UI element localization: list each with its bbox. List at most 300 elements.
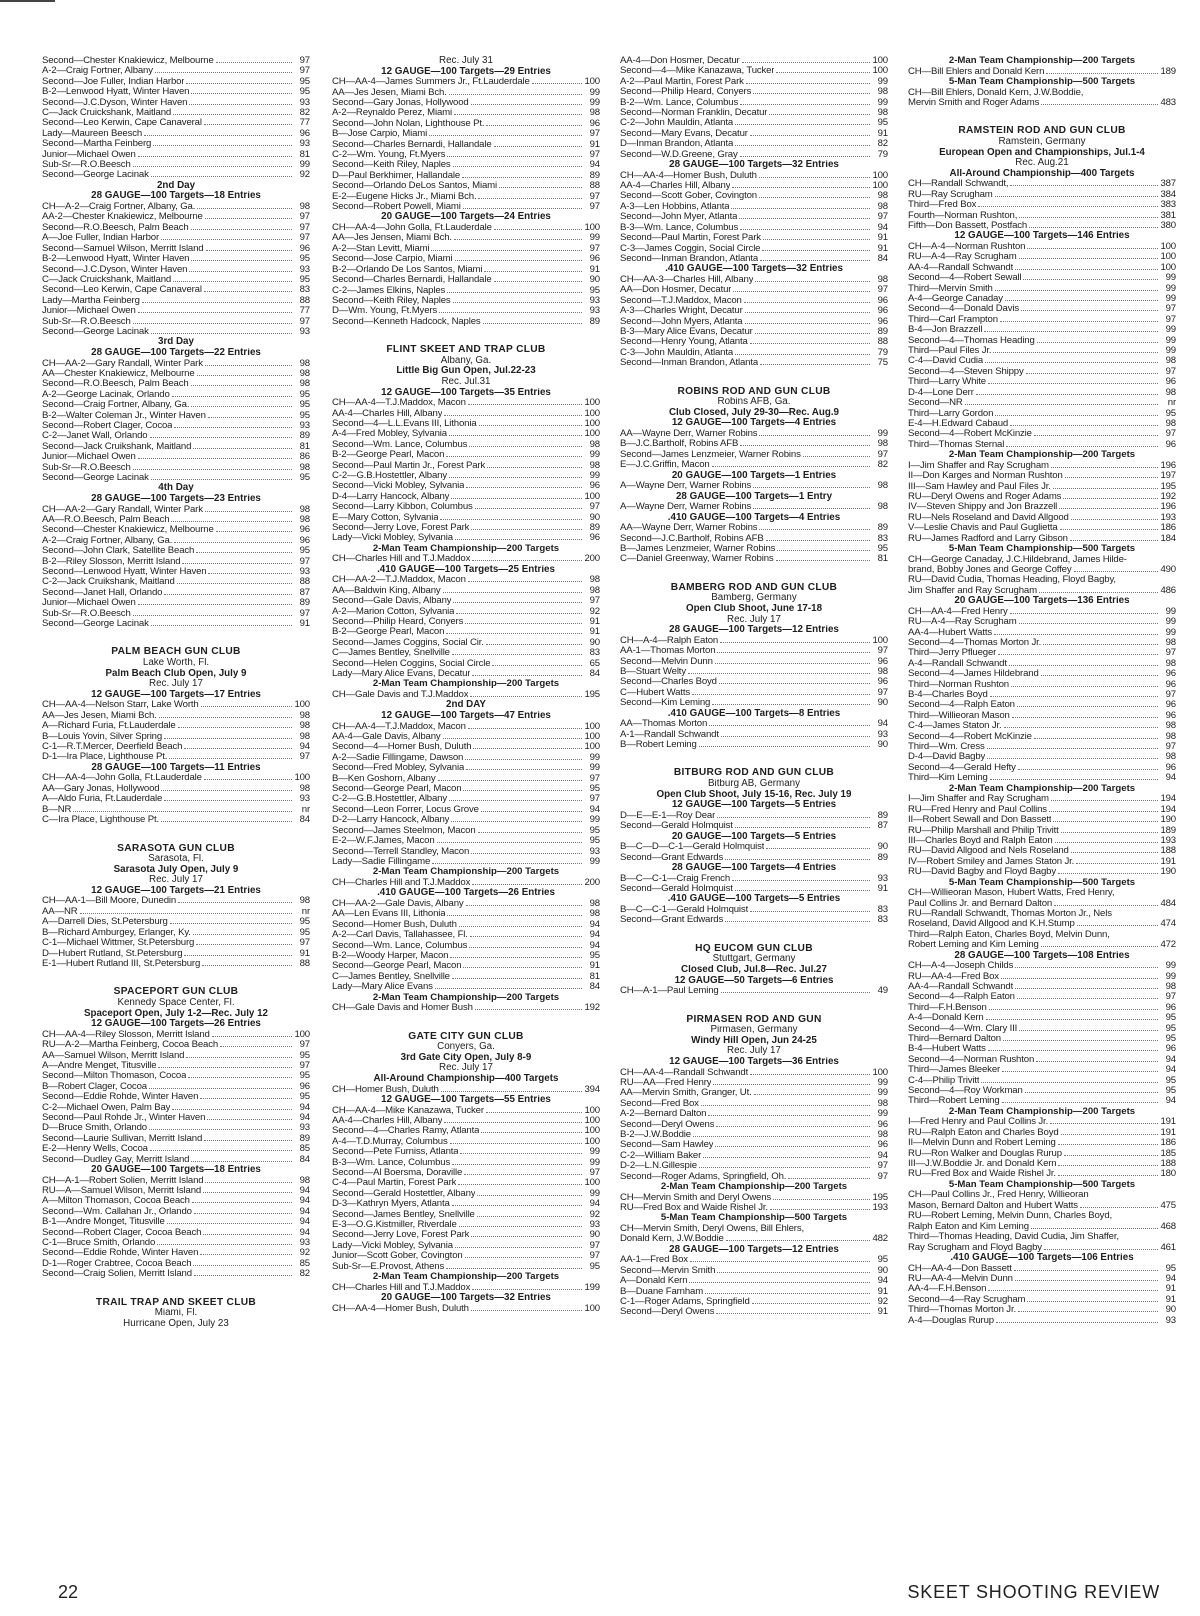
result-score: 95: [299, 399, 310, 411]
result-score: 95: [299, 926, 310, 938]
club-location: Albany, Ga.: [440, 355, 492, 366]
result-entry: Second—4—Wm. Clary III: [908, 1023, 1018, 1034]
result-entry: C-1—Michael Wittmer, St.Petersburg: [42, 938, 195, 949]
dot-leader: [466, 905, 582, 906]
result-score: 99: [589, 762, 600, 774]
dot-leader: [468, 728, 582, 729]
dot-leader: [1002, 1071, 1158, 1072]
result-entry: Third—Kim Leming: [908, 773, 988, 784]
result-row: [332, 722, 600, 732]
result-entry: RU—A—Samuel Wilson, Merritt Island: [42, 1185, 202, 1196]
result-row: [908, 815, 1176, 825]
result-score: 100: [584, 428, 600, 440]
dot-leader: [196, 944, 292, 945]
result-row: [42, 536, 310, 546]
result-score: 195: [1160, 480, 1176, 492]
result-row: [42, 1155, 310, 1165]
dot-leader: [158, 1067, 292, 1068]
dot-leader: [463, 208, 582, 209]
result-score: 94: [299, 741, 310, 753]
result-score: 88: [589, 180, 600, 192]
result-row: [332, 690, 600, 700]
result-entry: RU—Fred Henry and Paul Collins: [908, 804, 1047, 815]
result-row: [908, 617, 1176, 627]
result-score: 93: [299, 1237, 310, 1248]
result-entry: CH—AA-4—Homer Bush, Duluth: [620, 170, 757, 181]
result-row: [620, 502, 888, 512]
result-score: 94: [299, 1101, 310, 1113]
result-row: [620, 657, 888, 667]
dot-leader: [998, 654, 1158, 655]
result-entry: B—Louis Yovin, Silver Spring: [42, 731, 163, 742]
dot-leader: [429, 135, 582, 136]
result-row: [620, 181, 888, 191]
dot-leader: [196, 552, 292, 553]
result-score: 95: [1165, 1262, 1176, 1274]
result-entry: B-3—Mary Alice Evans, Decatur: [620, 326, 753, 337]
result-entry: B-4—Hubert Watts: [908, 1044, 986, 1055]
dot-leader: [178, 727, 292, 728]
result-row: [908, 200, 1176, 210]
dot-leader: [1058, 1165, 1158, 1166]
dot-leader: [750, 135, 870, 136]
dot-leader: [753, 508, 870, 509]
result-score: 94: [877, 1275, 888, 1287]
result-row: [908, 252, 1176, 262]
result-score: 99: [1165, 345, 1176, 357]
result-row: [332, 1085, 600, 1095]
dot-leader: [444, 415, 582, 416]
result-row: [42, 711, 310, 721]
result-row: [908, 1065, 1176, 1075]
event-heading: 12 GAUGE—100 Targets—36 Entries: [669, 1056, 839, 1067]
result-score: 95: [1165, 1085, 1176, 1097]
dot-leader: [449, 477, 582, 478]
result-score: 93: [589, 305, 600, 317]
page-number: 22: [58, 1582, 79, 1602]
result-row: [42, 202, 310, 212]
dot-leader: [1046, 73, 1158, 74]
result-row: [332, 1241, 600, 1251]
result-entry: B—Stuart Welty: [620, 666, 686, 677]
result-score: 100: [584, 1135, 600, 1147]
result-score: 99: [877, 1108, 888, 1120]
result-row: [42, 223, 310, 233]
result-score: 96: [1165, 1043, 1176, 1055]
result-score: 92: [877, 1296, 888, 1308]
result-row: [332, 502, 600, 512]
result-row: [908, 700, 1176, 710]
result-entry: Second—NR: [908, 398, 963, 409]
dot-leader: [178, 902, 292, 903]
result-score: 99: [589, 1156, 600, 1168]
dot-leader: [1063, 498, 1158, 499]
dot-leader: [1065, 477, 1158, 478]
dot-leader: [459, 1226, 582, 1227]
result-row: [332, 108, 600, 118]
result-score: 93: [877, 872, 888, 884]
dot-leader: [1077, 925, 1158, 926]
event-heading: 20 GAUGE—100 Targets—136 Entries: [954, 596, 1130, 607]
result-entry: Sub-Sr—R.O.Beesch: [42, 316, 131, 327]
dot-leader: [1029, 227, 1158, 228]
dot-leader: [462, 177, 582, 178]
result-score: 96: [589, 532, 600, 544]
result-entry: AA—Don Hosmer, Decatur: [620, 285, 732, 296]
dot-leader: [203, 1234, 292, 1235]
dot-leader: [449, 94, 582, 95]
result-row: [908, 1274, 1176, 1284]
event-heading: Club Closed, July 29-30—Rec. Aug.9: [668, 407, 840, 418]
result-score: 96: [1165, 709, 1176, 721]
result-score: 84: [877, 252, 888, 264]
dot-leader: [453, 302, 582, 303]
result-score: 93: [299, 566, 310, 578]
result-row: [332, 961, 600, 971]
result-entry: RU—AA-4—Melvin Dunn: [908, 1273, 1013, 1284]
result-entry: A-2—George Lacinak, Orlando: [42, 389, 170, 400]
result-score: 84: [589, 981, 600, 993]
result-score: 98: [1165, 730, 1176, 742]
result-entry: B-2—George Pearl, Macon: [332, 450, 445, 461]
result-entry: Third—Carl Frampton: [908, 314, 998, 325]
dot-leader: [205, 365, 292, 366]
result-row: [332, 181, 600, 191]
result-entry: C-2—William Baker: [620, 1150, 702, 1161]
result-score: 99: [877, 1076, 888, 1088]
result-entry: B-2—Walter Coleman Jr., Winter Haven: [42, 410, 206, 421]
result-entry: Second—Philip Heard, Conyers: [620, 87, 752, 98]
result-entry: Second—Sam Hawley: [620, 1140, 714, 1151]
result-row: [42, 1269, 310, 1279]
result-row: [332, 492, 600, 502]
result-row: [908, 1055, 1176, 1065]
result-row: [332, 409, 600, 419]
result-entry: AA—Wayne Derr, Warner Robins: [620, 523, 758, 534]
dot-leader: [754, 1094, 870, 1095]
club-name: SARASOTA GUN CLUB: [117, 843, 235, 854]
record-date: Rec. July 17: [727, 614, 781, 625]
dot-leader: [186, 1057, 292, 1058]
result-score: 83: [589, 647, 600, 659]
result-entry: D—Wm. Young, Ft.Myers: [332, 306, 438, 317]
result-score: 89: [877, 809, 888, 821]
result-entry: Second—J.C.Bartholf, Robins AFB: [620, 533, 764, 544]
result-entry: Second—Robert Clager, Cocoa Beach: [42, 1227, 202, 1238]
result-row: [620, 884, 888, 894]
result-score: 94: [589, 803, 600, 815]
dot-leader: [452, 1205, 582, 1206]
result-row: [908, 356, 1176, 366]
result-score: 100: [1160, 241, 1176, 252]
result-entry: CH—A-2—Craig Fortner, Albany, Ga.: [42, 202, 196, 213]
result-row: [332, 471, 600, 481]
dot-leader: [189, 271, 292, 272]
result-row: [42, 1103, 310, 1113]
result-score: 98: [1165, 355, 1176, 367]
magazine-title: SKEET SHOOTING REVIEW: [907, 1582, 1160, 1602]
result-score: 95: [589, 949, 600, 961]
result-entry: Second—4—Ralph Eaton: [908, 700, 1015, 711]
result-score: 97: [299, 232, 310, 244]
result-entry: E—Mary Cotton, Sylvania: [332, 512, 439, 523]
club-name: GATE CITY GUN CLUB: [408, 1031, 524, 1042]
dot-leader: [138, 156, 292, 157]
result-entry: C-4—David Cudia: [908, 356, 984, 367]
result-row: [908, 1264, 1176, 1274]
result-row: [42, 1134, 310, 1144]
result-row: [620, 98, 888, 108]
result-score: 91: [589, 616, 600, 627]
result-row: [908, 1159, 1176, 1169]
result-row: [332, 1262, 600, 1272]
event-heading: 12 GAUGE—100 Targets—5 Entries: [671, 800, 837, 811]
club-location: Lake Worth, Fl.: [142, 658, 210, 669]
dot-leader: [1074, 571, 1159, 572]
result-entry: Second—W.D.Greene, Gray: [620, 149, 738, 160]
dot-leader: [478, 832, 582, 833]
result-row: [620, 1099, 888, 1109]
result-score: 83: [877, 914, 888, 926]
result-entry: Third—Robert Leming: [908, 1096, 1000, 1107]
result-score: 196: [1160, 501, 1176, 513]
result-entry: Second—Charles Bernardi, Hallandale: [332, 139, 492, 150]
event-heading: Windy Hill Open, Jun 24-25: [691, 1035, 817, 1046]
result-entry: Junior—Michael Owen: [42, 306, 136, 317]
dot-leader: [715, 663, 870, 664]
result-entry: Third—Mervin Smith: [908, 283, 993, 294]
dot-leader: [766, 540, 870, 541]
result-entry: Second—Gerald Holmquist: [620, 884, 733, 894]
dot-leader: [755, 333, 870, 334]
result-entry: E-4—H.Edward Cabaud: [908, 418, 1009, 429]
team-heading: 2-Man Team Championship—200 Targets: [948, 56, 1136, 66]
dot-leader: [712, 704, 870, 705]
result-entry: Second—Grant Edwards: [620, 915, 724, 926]
team-heading: 2-Man Team Championship—200 Targets: [372, 679, 560, 690]
dot-leader: [1076, 863, 1158, 864]
team-heading: 5-Man Team Championship—500 Targets: [948, 77, 1136, 87]
result-entry: CH—AA-4—John Golla, Ft.Lauderdale: [42, 773, 202, 784]
result-score: 380: [1160, 220, 1176, 231]
result-entry: A—Andre Menget, Titusville: [42, 1060, 157, 1071]
result-entry: Second—Larry Kibbon, Columbus: [332, 502, 473, 513]
result-entry: B—Robert Clager, Cocoa: [42, 1081, 147, 1092]
result-row: [620, 1193, 888, 1203]
result-row: [908, 773, 1176, 783]
team-heading: 2-Man Team Championship—200 Targets: [948, 450, 1136, 461]
dot-leader: [205, 1182, 292, 1183]
result-entry: B-1—Andre Monget, Titusville: [42, 1217, 165, 1228]
result-score: 95: [299, 545, 310, 557]
result-score: 98: [589, 897, 600, 909]
result-score: 100: [584, 731, 600, 743]
dot-leader: [184, 748, 292, 749]
result-row: [332, 398, 600, 408]
result-row: [332, 513, 600, 523]
dot-leader: [717, 817, 870, 818]
result-entry: Second—Wm. Callahan Jr., Orlando: [42, 1206, 192, 1217]
dot-leader: [1058, 1144, 1158, 1145]
result-entry: Second—Fred Mobley, Sylvania: [332, 763, 465, 774]
result-row: [332, 982, 600, 992]
result-entry-line: CH—Paul Collins Jr., Fred Henry, Willieoran: [908, 1190, 1089, 1201]
result-score: 90: [589, 511, 600, 523]
result-score: 100: [294, 772, 310, 784]
result-row: [332, 847, 600, 857]
result-row: [332, 909, 600, 919]
result-row: [332, 1189, 600, 1199]
dot-leader: [481, 1132, 582, 1133]
dot-leader: [450, 957, 582, 958]
dot-leader: [194, 1275, 292, 1276]
result-score: 94: [589, 929, 600, 941]
dot-leader: [777, 550, 870, 551]
result-score: 394: [584, 1083, 600, 1095]
result-score: 88: [299, 576, 310, 588]
result-row: [908, 367, 1176, 377]
club-name: HQ EUCOM GUN CLUB: [695, 943, 813, 954]
result-row: [332, 742, 600, 752]
dot-leader: [204, 779, 292, 780]
result-score: 91: [877, 1285, 888, 1297]
result-entry: AA-4—Charles Hill, Albany: [620, 181, 731, 192]
result-row: [620, 1297, 888, 1307]
result-score: 98: [299, 503, 310, 515]
dot-leader: [739, 218, 870, 219]
result-row: [908, 826, 1176, 836]
result-row: [332, 254, 600, 264]
result-entry: CH—Randall Schwandt,: [908, 179, 1009, 190]
dot-leader: [716, 1126, 870, 1127]
result-row: [42, 265, 310, 275]
result-score: 98: [1165, 386, 1176, 398]
dot-leader: [455, 260, 583, 261]
result-score: 100: [584, 1177, 600, 1189]
result-row: [620, 317, 888, 327]
dot-leader: [151, 479, 292, 480]
result-entry: Lady—Mary Alice Evans, Decatur: [332, 669, 471, 680]
result-entry: CH—A-1—Robert Solien, Merritt Island: [42, 1175, 204, 1186]
result-entry: Second—T.J.Maddox, Macon: [620, 295, 742, 306]
result-score: 99: [589, 469, 600, 481]
result-entry: E-2—Henry Wells, Cocoa: [42, 1144, 148, 1155]
result-entry: C-2—John Mauldin, Atlanta: [620, 118, 734, 129]
result-score: 97: [299, 1039, 310, 1051]
dot-leader: [1051, 800, 1158, 801]
result-score: 89: [877, 325, 888, 337]
result-row: [620, 534, 888, 544]
result-score: 100: [584, 76, 600, 88]
dot-leader: [1037, 342, 1158, 343]
result-score: 97: [589, 1166, 600, 1178]
result-score: 192: [1160, 490, 1176, 502]
result-entry: AA—Len Evans III, Lithonia: [332, 909, 446, 920]
dot-leader: [1010, 425, 1158, 426]
result-score: 91: [299, 947, 310, 959]
result-row: [332, 836, 600, 846]
result-entry: Second—Leon Forrer, Locus Grove: [332, 804, 479, 815]
event-heading: Open Club Shoot, July 15-16, Rec. July 19: [656, 789, 852, 800]
result-entry: C-3—John Mauldin, Atlanta: [620, 347, 734, 358]
result-entry: C—Daniel Greenway, Warner Robins: [620, 554, 774, 565]
event-heading: Closed Club, Jul.8—Rec. Jul.27: [681, 965, 827, 975]
dot-leader: [477, 1216, 582, 1217]
result-row: [42, 1186, 310, 1196]
result-row: [908, 1128, 1176, 1138]
event-heading: .410 GAUGE—100 Targets—4 Entries: [667, 512, 841, 523]
result-score: 98: [299, 378, 310, 390]
result-entry: A-4—Douglas Rurup: [908, 1315, 994, 1326]
dot-leader: [471, 1310, 582, 1311]
result-entry: RU—A-4—Ray Scrugham: [908, 252, 1017, 263]
result-entry: A-3—Len Hobbins, Atlanta: [620, 201, 730, 212]
result-row: [332, 648, 600, 658]
dot-leader: [1019, 217, 1158, 218]
result-score: 97: [299, 751, 310, 763]
result-entry: CH—AA-4—Don Bassett: [908, 1263, 1012, 1274]
result-row: [332, 1283, 600, 1293]
result-row: [908, 1117, 1176, 1127]
result-score: 191: [1160, 855, 1176, 867]
result-entry: AA—Jes Jesen, Miami Bch.: [332, 87, 447, 98]
result-row: [42, 917, 310, 927]
result-row: [908, 805, 1176, 815]
result-row: [42, 805, 310, 815]
result-score: 99: [877, 75, 888, 87]
result-row: [908, 1003, 1176, 1013]
result-score: 381: [1160, 209, 1176, 221]
result-row: [908, 1044, 1176, 1054]
result-entry: AA-4—Randall Schwandt: [908, 981, 1014, 992]
result-score: 99: [1165, 282, 1176, 294]
dot-leader: [1053, 821, 1158, 822]
dot-leader: [776, 72, 870, 73]
dot-leader: [149, 1088, 292, 1089]
dot-leader: [1064, 1155, 1158, 1156]
event-heading: 3rd Gate City Open, July 8-9: [400, 1052, 532, 1063]
dot-leader: [449, 800, 582, 801]
result-row: [332, 306, 600, 316]
result-entry: Second—Inman Brandon, Atlanta: [620, 358, 759, 369]
dot-leader: [73, 811, 292, 812]
result-row: [908, 315, 1176, 325]
dot-leader: [164, 738, 292, 739]
club-name: PALM BEACH GUN CLUB: [111, 647, 241, 658]
club-location: Robins AFB, Ga.: [717, 397, 791, 408]
result-score: 94: [1165, 1095, 1176, 1107]
dot-leader: [153, 145, 292, 146]
result-entry: RU—AA-4—Fred Box: [908, 971, 999, 982]
result-row: [332, 77, 600, 87]
result-entry: Second—John Myer, Atlanta: [620, 212, 738, 223]
result-row: [42, 732, 310, 742]
club-name: BAMBERG ROD AND GUN CLUB: [670, 582, 838, 593]
result-row: [908, 680, 1176, 690]
dot-leader: [996, 1322, 1158, 1323]
dot-leader: [762, 250, 870, 251]
result-score: 99: [1165, 616, 1176, 628]
result-entry: AA-2—Chester Knakiewicz, Melbourne: [42, 212, 203, 223]
result-score: 96: [877, 315, 888, 327]
dot-leader: [208, 573, 292, 574]
result-score: 96: [877, 1139, 888, 1151]
result-row: [620, 1088, 888, 1098]
result-row: [332, 878, 600, 888]
dot-leader: [755, 281, 870, 282]
result-score: 91: [877, 1306, 888, 1318]
result-row: [42, 285, 310, 295]
